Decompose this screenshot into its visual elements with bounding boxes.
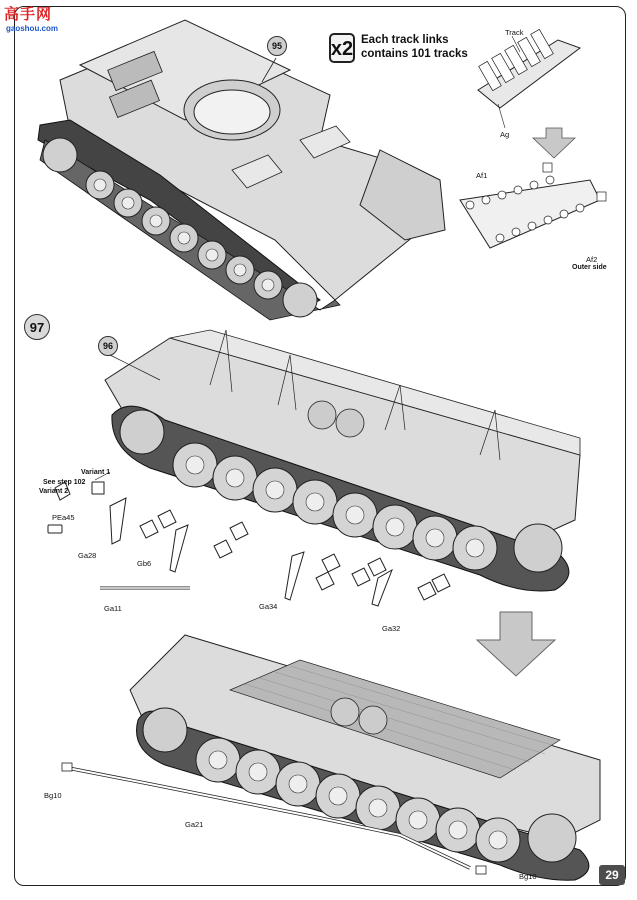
part-bg10-left: Bg10 [44,791,62,800]
label-af1: Af1 [476,171,488,180]
part-pea45: PEa45 [52,513,75,522]
part-bg10-right: Bg10 [519,872,537,881]
part-ga34: Ga34 [259,602,278,611]
watermark-title: 高手网 [4,5,53,23]
part-ga21: Ga21 [185,820,204,829]
part-ga11: Ga11 [104,604,122,613]
step97-ref-badge: 96 [98,336,118,356]
label-variant1: Variant 1 [81,469,111,476]
track-count-note: Each track links contains 101 tracks [361,34,468,60]
part-ga32: Ga32 [382,624,401,633]
step97-badge: 97 [24,314,50,340]
part-gb6: Gb6 [137,559,152,568]
multiplier-text: x2 [330,38,354,60]
page-number: 29 [599,865,625,885]
label-track: Track [505,28,524,37]
label-af2: Af2 [586,255,598,264]
part-ga28: Ga28 [78,551,97,560]
label-outer-side: Outer side [572,264,607,271]
watermark-url: gaoshou.com [6,24,59,33]
label-variant2: Variant 2 [39,488,69,495]
label-ag: Ag [500,130,510,139]
step96-ref-badge: 95 [267,36,287,56]
label-see-step: See step 102 [43,479,86,486]
